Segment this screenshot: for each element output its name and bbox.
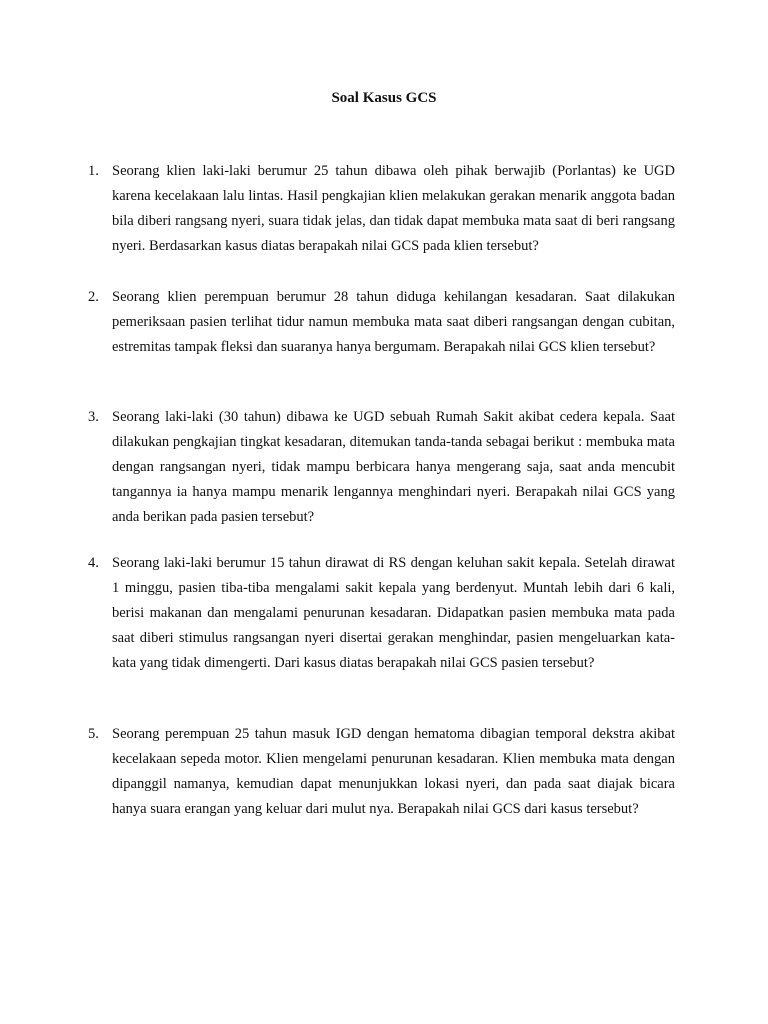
question-text: Seorang klien laki-laki berumur 25 tahun dibawa oleh pihak berwajib (Porlantas) ke UGD karena kecelakaan lalu lintas. Hasil pengkajian klien melakukan gerakan menarik anggota badan bila diberi rangsang nyeri, suara tidak jelas, dan tidak dapat membuka mata saat di beri rangsang nyeri. Berdasarkan kasus diatas berapakah nilai GCS pada klien tersebut? xyxy=(112,163,675,254)
document-title: Soal Kasus GCS xyxy=(331,90,437,106)
question-text: Seorang perempuan 25 tahun masuk IGD dengan hematoma dibagian temporal dekstra akibat kecelakaan sepeda motor. Klien mengelami penurunan kesadaran. Klien membuka mata dengan dipanggil namanya, kemudian dapat menunjukkan lokasi nyeri, dan pada saat diajak bicara hanya suara erangan yang keluar dari mulut nya. Berapakah nilai GCS dari kasus tersebut? xyxy=(112,726,675,817)
question-text: Seorang klien perempuan berumur 28 tahun diduga kehilangan kesadaran. Saat dilakukan pemeriksaan pasien terlihat tidur namun membuka mata saat diberi rangsangan dengan cubitan, estremitas tampak fleksi dan suaranya hanya bergumam. Berapakah nilai GCS klien tersebut? xyxy=(112,289,675,355)
question-number: 4. xyxy=(88,555,99,571)
question-text: Seorang laki-laki (30 tahun) dibawa ke UGD sebuah Rumah Sakit akibat cedera kepala. Saat dilakukan pengkajian tingkat kesadaran, ditemukan tanda-tanda sebagai berikut : membuka mata dengan rangsangan nyeri, tidak mampu berbicara hanya mengerang saja, saat anda mencubit tangannya ia hanya mampu menarik lengannya menghindari nyeri. Berapakah nilai GCS yang anda berikan pada pasien tersebut? xyxy=(112,409,675,525)
question-number: 5. xyxy=(88,726,99,742)
question-number: 1. xyxy=(88,163,99,179)
question-text: Seorang laki-laki berumur 15 tahun dirawat di RS dengan keluhan sakit kepala. Setelah dirawat 1 minggu, pasien tiba-tiba mengalami sakit kepala yang berdenyut. Muntah lebih dari 6 kali, berisi makanan dan mengalami penurunan kesadaran. Didapatkan pasien membuka mata pada saat diberi stimulus rangsangan nyeri disertai gerakan menghindar, pasien mengeluarkan kata-kata yang tidak dimengerti. Dari kasus diatas berapakah nilai GCS pasien tersebut? xyxy=(112,555,675,671)
question-number: 2. xyxy=(88,289,99,305)
question-number: 3. xyxy=(88,409,99,425)
